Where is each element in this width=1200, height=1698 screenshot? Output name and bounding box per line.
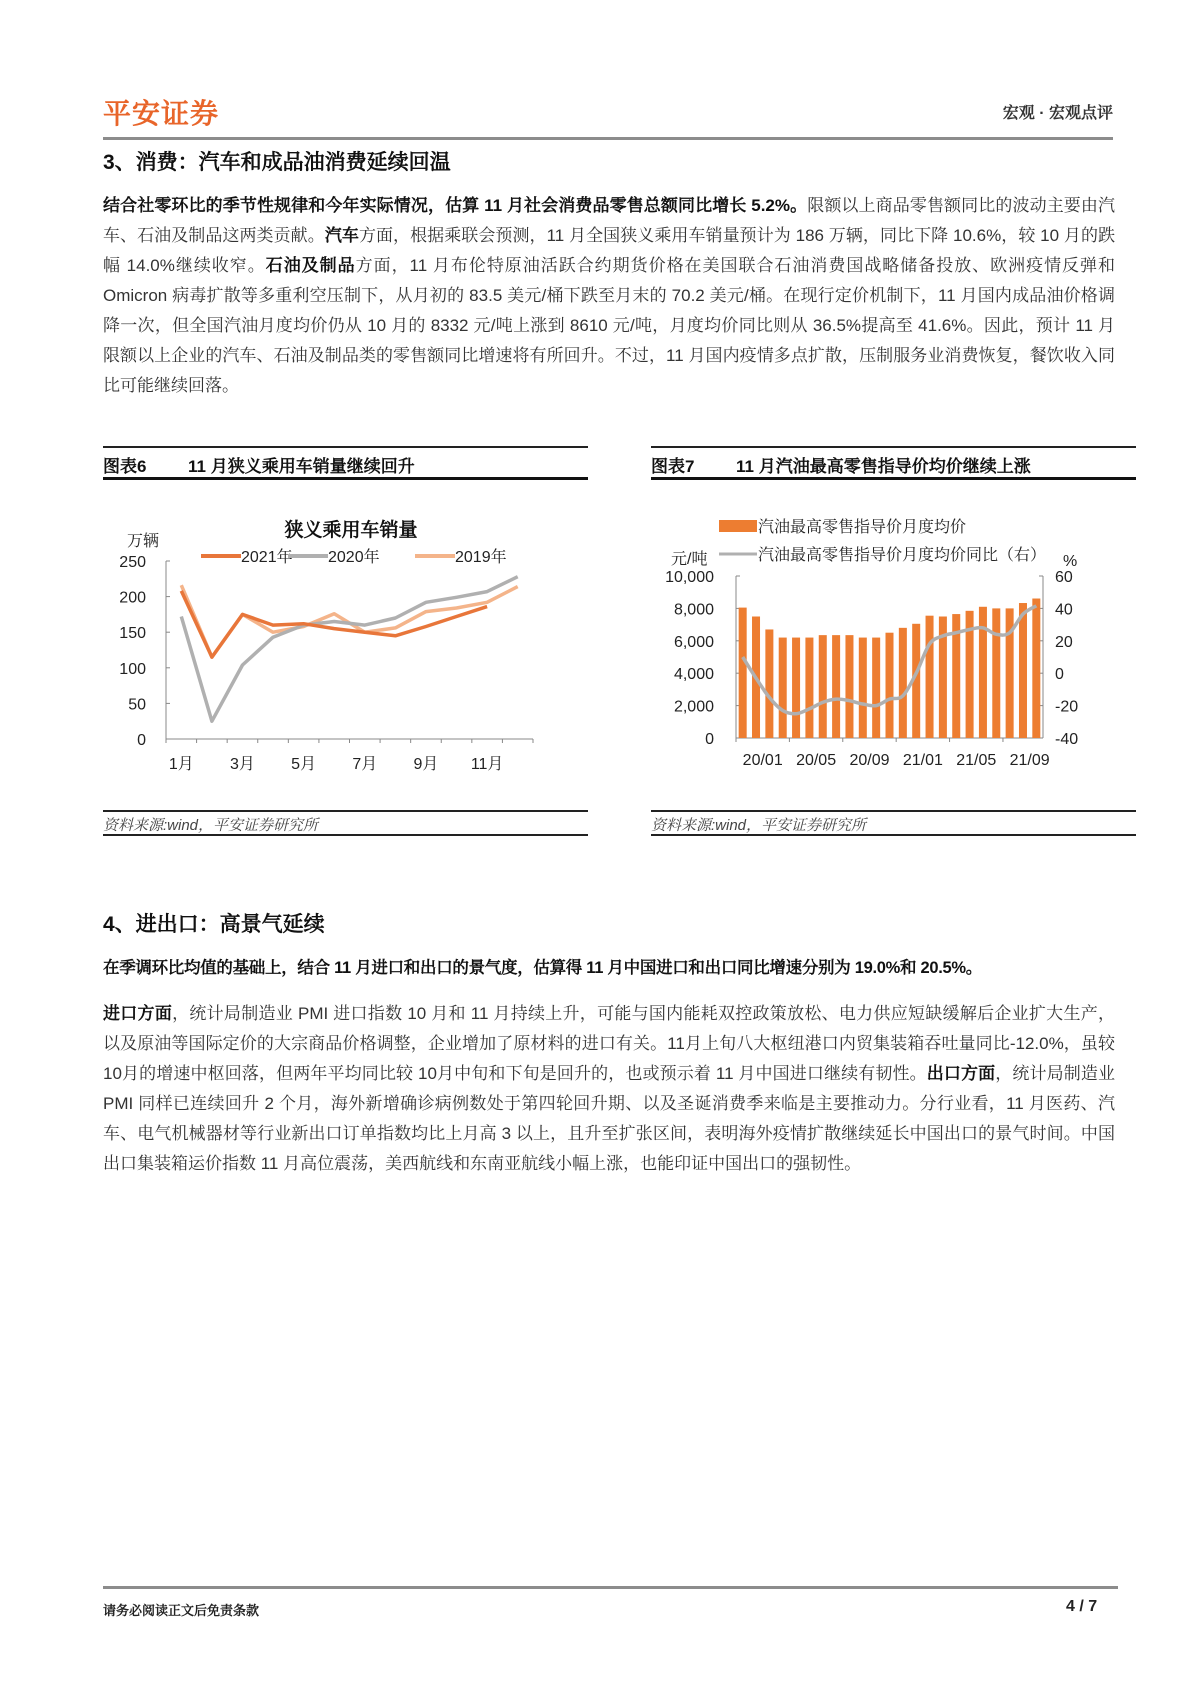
price-bar bbox=[792, 638, 800, 738]
legend-label: 2021年 bbox=[241, 549, 293, 566]
figure-6 bbox=[103, 446, 588, 846]
legend-label: 汽油最高零售指导价月度均价 bbox=[758, 519, 967, 536]
price-bar bbox=[805, 638, 813, 738]
chart-title: 狭义乘用车销量 bbox=[284, 520, 418, 541]
x-tick-label: 21/01 bbox=[902, 752, 943, 769]
figure-7 bbox=[651, 446, 1136, 846]
section-4-title: 4、进出口：高景气延续 bbox=[103, 913, 325, 936]
legend-label: 2020年 bbox=[328, 549, 380, 566]
price-bar bbox=[779, 638, 787, 738]
price-bar bbox=[819, 635, 827, 738]
x-tick-label: 9月 bbox=[413, 756, 439, 773]
y2-tick-label: 60 bbox=[1055, 569, 1073, 586]
price-bar bbox=[872, 638, 880, 738]
figure-7-title: 图表7 11 月汽油最高零售指导价均价继续上涨 bbox=[651, 446, 1136, 480]
disclaimer-note: 请务必阅读正文后免责条款 bbox=[103, 1603, 260, 1618]
y2-tick-label: -40 bbox=[1055, 731, 1079, 748]
lead-sentence: 结合社零环比的季节性规律和今年实际情况，估算 11 月社会消费品零售总额同比增长 5.2%。 bbox=[103, 196, 808, 215]
figure-6-title: 图表6 11 月狭义乘用车销量继续回升 bbox=[103, 446, 588, 480]
y-axis-unit: 元/吨 bbox=[671, 551, 708, 568]
x-tick-label: 21/05 bbox=[956, 752, 997, 769]
price-bar bbox=[739, 608, 747, 738]
keyword-export: 出口方面 bbox=[926, 1064, 996, 1083]
page-number: 4 / 7 bbox=[1066, 1598, 1098, 1615]
price-bar bbox=[899, 628, 907, 738]
y-tick-label: 4,000 bbox=[673, 666, 714, 684]
y-tick-label: 150 bbox=[119, 625, 146, 643]
price-bar bbox=[1032, 599, 1040, 738]
legend-label: 汽油最高零售指导价月度均价同比（右） bbox=[758, 547, 1047, 564]
keyword-car: 汽车 bbox=[324, 226, 359, 245]
y-tick-label: 0 bbox=[705, 731, 714, 748]
figure-7-source: 资料来源:wind，平安证券研究所 bbox=[651, 810, 1136, 836]
price-bar bbox=[926, 616, 934, 738]
x-tick-label: 7月 bbox=[352, 756, 378, 773]
y2-axis-unit: % bbox=[1063, 553, 1078, 570]
price-bar bbox=[1019, 603, 1027, 738]
price-bar bbox=[859, 638, 867, 738]
figure-6-source: 资料来源:wind，平安证券研究所 bbox=[103, 810, 588, 836]
price-bar bbox=[832, 635, 840, 738]
series-line bbox=[181, 577, 517, 722]
brand-logo: 平安证券 bbox=[103, 98, 220, 129]
passenger-car-sales-chart bbox=[103, 490, 588, 790]
y-tick-label: 2,000 bbox=[673, 698, 714, 716]
y-tick-label: 0 bbox=[137, 732, 146, 749]
x-tick-label: 20/05 bbox=[796, 752, 837, 769]
keyword-import: 进口方面 bbox=[103, 1004, 173, 1023]
price-bar bbox=[845, 635, 853, 738]
x-tick-label: 3月 bbox=[230, 756, 255, 773]
page-header bbox=[103, 92, 1113, 138]
x-tick-label: 1月 bbox=[168, 756, 194, 773]
section-4-lead: 在季调环比均值的基础上，结合 11 月进口和出口的景气度，估算得 11 月中国进口和出口同比增速分别为 19.0%和 20.5%。 bbox=[103, 959, 982, 977]
section-3-paragraph: 结合社零环比的季节性规律和今年实际情况，估算 11 月社会消费品零售总额同比增长 5.2%。限额以上商品零售额同比的波动主要由汽车、石油及制品这两类贡献。汽车方面，根据乘联会预测，11 月全国狭义乘用车销量预计为 186 万辆，同比下降 10.6%，较 10 月的跌幅 14.0%继续收窄。石油及制品方面，11 月布伦特原油活跃合约期货价格在美国联合石油消费国战略储备投放、欧洲疫情反弹和 Omicron 病毒扩散等多重利空压制下，从月初的 83.5 美元/桶下跌至月末的 70.2 美元/桶。在现行定价机制下，11 月国内成品油价格调降一次，但全国汽油月度均价仍从 10 月的 8332 元/吨上涨到 8610 元/吨，月度均价同比则从 36.5%提高至 41.6%。因此，预计 11 月限额以上企业的汽车、石油及制品类的零售额同比增速将有所回升。不过，11 月国内疫情多点扩散，压制服务业消费恢复，餐饮收入同比可能继续回落。 bbox=[103, 196, 1116, 395]
y-tick-label: 50 bbox=[128, 696, 146, 714]
x-tick-label: 20/09 bbox=[849, 752, 890, 769]
legend-swatch-bar bbox=[719, 520, 757, 532]
y2-tick-label: 20 bbox=[1055, 633, 1073, 651]
gasoline-price-chart bbox=[651, 490, 1136, 790]
x-tick-label: 20/01 bbox=[742, 752, 783, 769]
keyword-oil: 石油及制品 bbox=[265, 256, 356, 275]
price-bar bbox=[885, 633, 893, 738]
y-tick-label: 250 bbox=[119, 554, 146, 571]
x-tick-label: 5月 bbox=[291, 756, 317, 773]
x-tick-label: 11月 bbox=[470, 756, 504, 773]
price-bar bbox=[765, 629, 773, 738]
y2-tick-label: -20 bbox=[1055, 698, 1079, 716]
y2-tick-label: 0 bbox=[1055, 666, 1064, 684]
report-category: 宏观 · 宏观点评 bbox=[1002, 105, 1113, 122]
y-tick-label: 100 bbox=[119, 660, 146, 678]
legend-label: 2019年 bbox=[455, 549, 507, 566]
section-3-title: 3、消费：汽车和成品油消费延续回温 bbox=[103, 151, 451, 174]
y-tick-label: 200 bbox=[119, 589, 146, 607]
y-tick-label: 10,000 bbox=[665, 569, 714, 586]
section-4-paragraph: 进口方面，统计局制造业 PMI 进口指数 10 月和 11 月持续上升，可能与国内能耗双控政策放松、电力供应短缺缓解后企业扩大生产，以及原油等国际定价的大宗商品价格调整，企业增加了原材料的进口有关。11月上旬八大枢纽港口内贸集装箱吞吐量同比-12.0%，虽较 10月的增速中枢回落，但两年平均同比较 10月中旬和下旬是回升的，也或预示着 11 月中国进口继续有韧性。出口方面，统计局制造业 PMI 同样已连续回升 2 个月，海外新增确诊病例数处于第四轮回升期、以及圣诞消费季来临是主要推动力。分行业看，11 月医药、汽车、电气机械器材等行业新出口订单指数均比上月高 3 以上，且升至扩张区间，表明海外疫情扩散继续延长中国出口的景气时间。中国出口集装箱运价指数 11 月高位震荡，美西航线和东南亚航线小幅上涨，也能印证中国出口的强韧性。 bbox=[103, 1004, 1116, 1173]
x-tick-label: 21/09 bbox=[1009, 752, 1050, 769]
header-divider bbox=[103, 137, 1113, 140]
y2-tick-label: 40 bbox=[1055, 601, 1073, 619]
y-tick-label: 8,000 bbox=[673, 601, 714, 619]
price-bar bbox=[992, 608, 1000, 738]
footer-divider bbox=[103, 1586, 1118, 1589]
y-axis-unit: 万辆 bbox=[127, 533, 160, 550]
y-tick-label: 6,000 bbox=[673, 633, 714, 651]
